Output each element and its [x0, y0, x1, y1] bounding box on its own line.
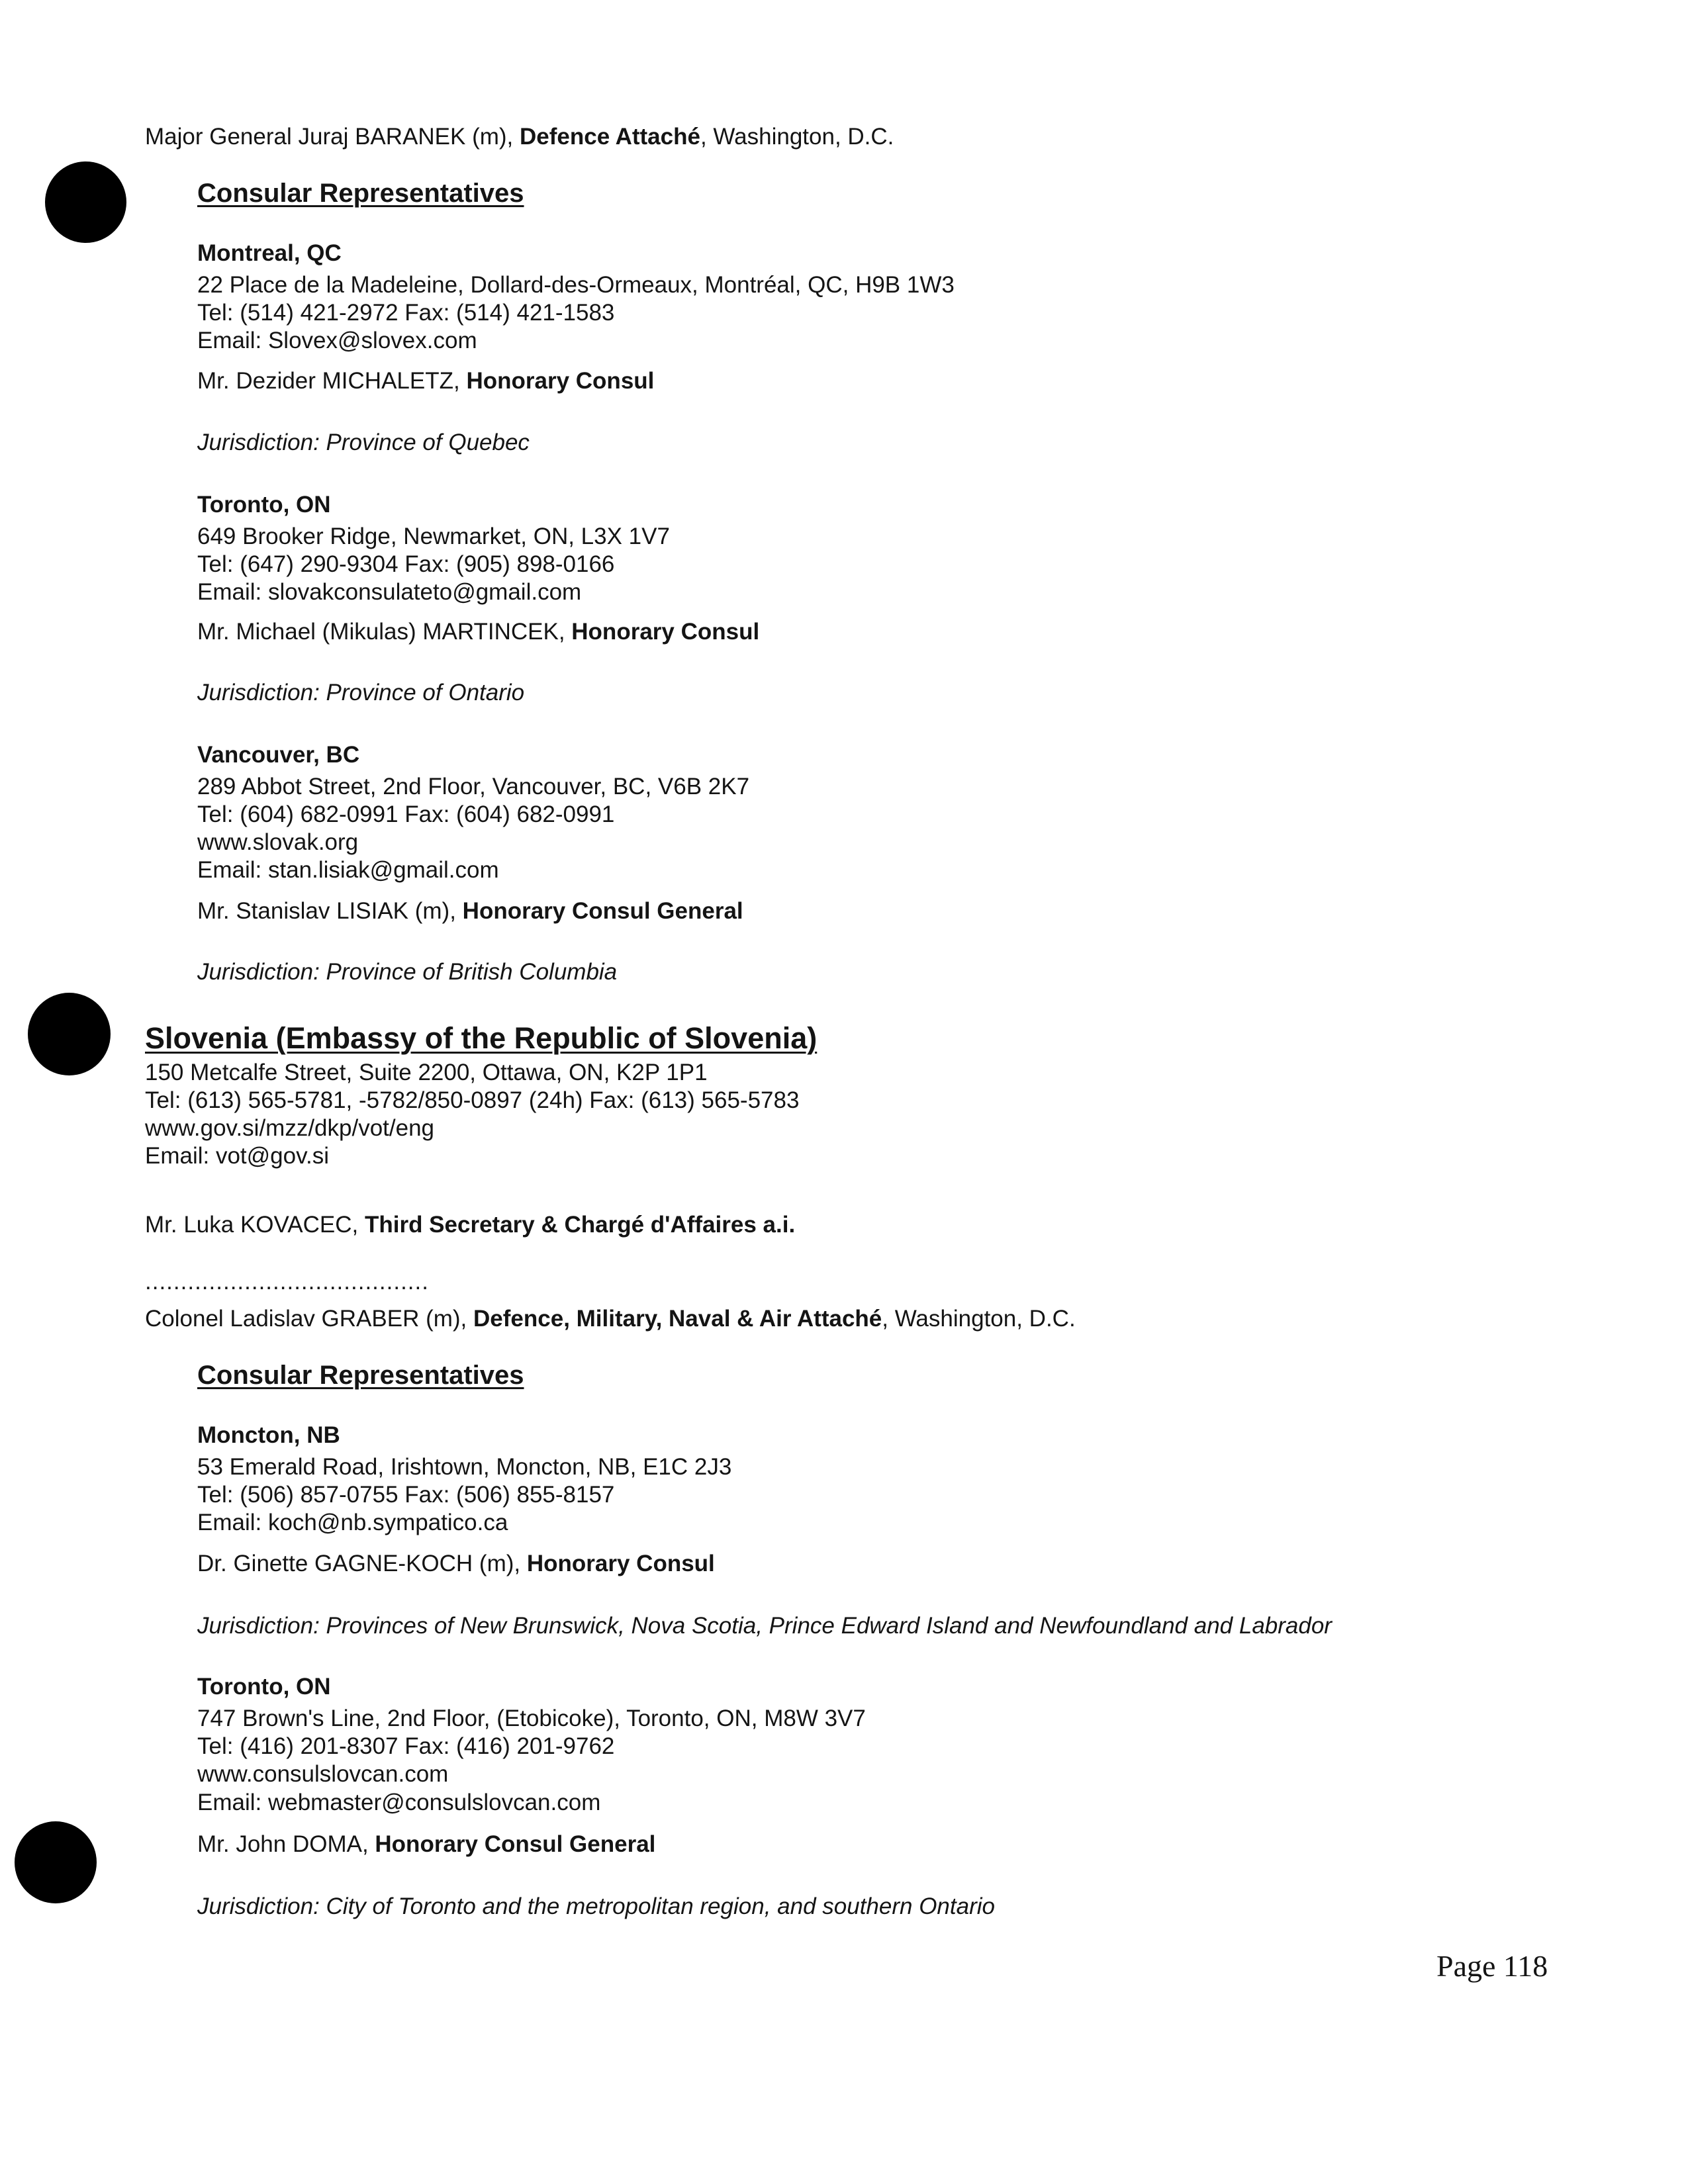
jurisdiction-label: Jurisdiction:	[197, 680, 320, 705]
jurisdiction-text: Province of Ontario	[326, 680, 525, 705]
jurisdiction-text: Provinces of New Brunswick, Nova Scotia, Prince Edward Island and Newfoundland and Labrador	[326, 1613, 1332, 1639]
office-city: Toronto, ON	[197, 1674, 331, 1700]
jurisdiction-label: Jurisdiction:	[197, 430, 320, 455]
attache-title: Defence, Military, Naval & Air Attaché	[473, 1306, 882, 1332]
office-email: Email: stan.lisiak@gmail.com	[197, 857, 499, 883]
top-attache-title: Defence Attaché	[520, 124, 700, 150]
embassy-email: Email: vot@gov.si	[145, 1143, 330, 1169]
office-email: Email: slovakconsulateto@gmail.com	[197, 579, 582, 605]
office-tel: Tel: (514) 421-2972 Fax: (514) 421-1583	[197, 300, 615, 326]
office-person	[197, 618, 759, 646]
person-title: Honorary Consul	[571, 619, 760, 645]
punch-hole-middle	[28, 993, 111, 1075]
office-address: 649 Brooker Ridge, Newmarket, ON, L3X 1V7	[197, 523, 670, 549]
office-address: 747 Brown's Line, 2nd Floor, (Etobicoke), Toronto, ON, M8W 3V7	[197, 1706, 866, 1731]
person-name: Mr. Dezider MICHALETZ,	[197, 368, 460, 394]
office-tel: Tel: (416) 201-8307 Fax: (416) 201-9762	[197, 1733, 615, 1759]
consular-heading-slovakia: Consular Representatives	[197, 179, 524, 208]
country-heading-slovenia: Slovenia (Embassy of the Republic of Slovenia)	[145, 1021, 818, 1055]
office-email: Email: koch@nb.sympatico.ca	[197, 1510, 508, 1535]
person-title: Honorary Consul General	[375, 1831, 656, 1857]
office-tel: Tel: (506) 857-0755 Fax: (506) 855-8157	[197, 1482, 615, 1508]
embassy-website: www.gov.si/mzz/dkp/vot/eng	[145, 1115, 435, 1141]
office-website: www.consulslovcan.com	[197, 1761, 449, 1787]
jurisdiction-label: Jurisdiction:	[197, 1893, 320, 1919]
office-jurisdiction	[197, 1612, 1332, 1640]
top-attache-line	[145, 123, 894, 151]
office-person	[197, 1831, 655, 1858]
person-name: Mr. Stanislav LISIAK (m),	[197, 898, 456, 924]
office-city: Moncton, NB	[197, 1422, 340, 1448]
office-tel: Tel: (647) 290-9304 Fax: (905) 898-0166	[197, 551, 615, 577]
jurisdiction-text: City of Toronto and the metropolitan region, and southern Ontario	[326, 1893, 995, 1919]
page-number: Page 118	[1436, 1949, 1548, 1983]
person-name: Mr. John DOMA,	[197, 1831, 369, 1857]
slovenia-attache-line	[145, 1305, 1076, 1333]
office-address: 289 Abbot Street, 2nd Floor, Vancouver, BC, V6B 2K7	[197, 774, 750, 799]
top-attache-name: Major General Juraj BARANEK (m),	[145, 124, 514, 150]
office-email: Email: Slovex@slovex.com	[197, 328, 477, 353]
office-city: Montreal, QC	[197, 240, 342, 266]
office-person	[197, 1550, 715, 1578]
office-person	[197, 897, 743, 925]
person-title: Honorary Consul	[466, 368, 655, 394]
office-jurisdiction	[197, 429, 530, 457]
person-title: Honorary Consul General	[462, 898, 743, 924]
top-attache-location: , Washington, D.C.	[700, 124, 894, 150]
embassy-head	[145, 1211, 795, 1239]
jurisdiction-label: Jurisdiction:	[197, 959, 320, 985]
head-name: Mr. Luka KOVACEC,	[145, 1212, 359, 1238]
head-title: Third Secretary & Chargé d'Affaires a.i.	[364, 1212, 796, 1238]
office-person	[197, 367, 654, 395]
dotted-separator: ........................................	[145, 1269, 429, 1295]
attache-location: , Washington, D.C.	[882, 1306, 1076, 1332]
punch-hole-top	[45, 161, 126, 243]
office-jurisdiction	[197, 958, 617, 986]
office-city: Vancouver, BC	[197, 742, 360, 768]
person-name: Mr. Michael (Mikulas) MARTINCEK,	[197, 619, 565, 645]
office-email: Email: webmaster@consulslovcan.com	[197, 1790, 601, 1815]
office-tel: Tel: (604) 682-0991 Fax: (604) 682-0991	[197, 801, 615, 827]
office-jurisdiction	[197, 679, 524, 707]
person-name: Dr. Ginette GAGNE-KOCH (m),	[197, 1551, 521, 1576]
jurisdiction-label: Jurisdiction:	[197, 1613, 320, 1639]
punch-hole-bottom	[15, 1821, 97, 1903]
consular-heading-slovenia: Consular Representatives	[197, 1361, 524, 1390]
office-jurisdiction	[197, 1893, 995, 1921]
embassy-tel: Tel: (613) 565-5781, -5782/850-0897 (24h) Fax: (613) 565-5783	[145, 1087, 800, 1113]
office-website: www.slovak.org	[197, 829, 359, 855]
jurisdiction-text: Province of British Columbia	[326, 959, 618, 985]
office-address: 22 Place de la Madeleine, Dollard-des-Ormeaux, Montréal, QC, H9B 1W3	[197, 272, 955, 298]
embassy-address: 150 Metcalfe Street, Suite 2200, Ottawa, ON, K2P 1P1	[145, 1060, 708, 1085]
office-address: 53 Emerald Road, Irishtown, Moncton, NB, E1C 2J3	[197, 1454, 732, 1480]
office-city: Toronto, ON	[197, 492, 331, 518]
attache-name: Colonel Ladislav GRABER (m),	[145, 1306, 467, 1332]
person-title: Honorary Consul	[526, 1551, 715, 1576]
jurisdiction-text: Province of Quebec	[326, 430, 530, 455]
